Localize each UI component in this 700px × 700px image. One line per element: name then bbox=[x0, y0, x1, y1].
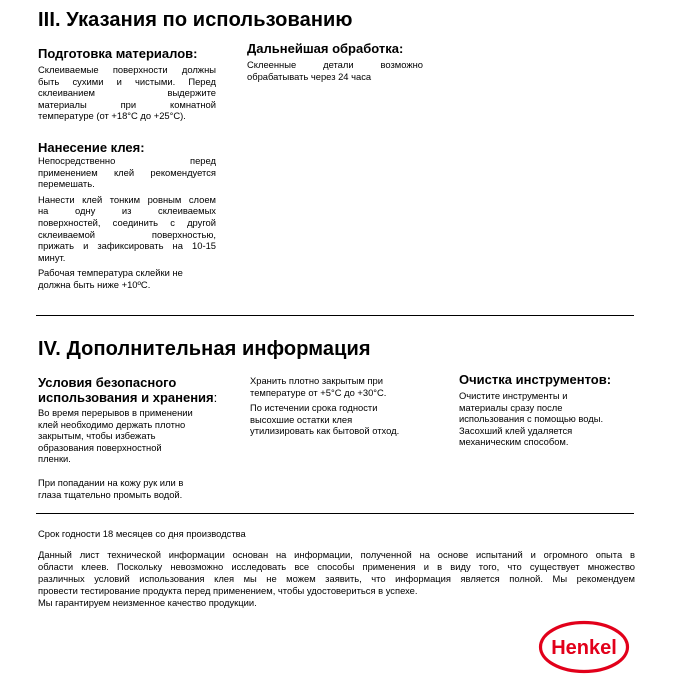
text-line: Очистите инструменты и bbox=[459, 390, 568, 401]
henkel-logo-icon bbox=[538, 620, 630, 674]
text-line: При попадании на кожу рук или в bbox=[38, 476, 184, 488]
text-line: образования поверхностной bbox=[38, 441, 162, 453]
text-line: различных условий использования клея мы не можем заявить, что информация является полной. Мы рекомендуем bbox=[38, 573, 635, 584]
storage-text bbox=[250, 375, 430, 437]
apply-heading: Нанесение клея: bbox=[38, 140, 145, 155]
text-line: Рабочая температура склейки не bbox=[38, 267, 183, 279]
text-line: закрытым, чтобы избежать bbox=[38, 430, 156, 442]
text-line: склеиванием выдержите bbox=[38, 87, 216, 99]
section-divider bbox=[36, 315, 634, 316]
text-line: глаза тщательно промыть водой. bbox=[38, 488, 183, 500]
safety-heading-line2: использования и хранения bbox=[38, 390, 214, 405]
text-line: утилизировать как бытовой отход. bbox=[250, 425, 400, 437]
footer-divider bbox=[36, 513, 634, 514]
text-line: должна быть ниже +10ºC. bbox=[38, 278, 151, 290]
text-line: Засохший клей удаляется bbox=[459, 424, 573, 436]
safety-text bbox=[38, 407, 218, 500]
disclaimer bbox=[38, 549, 635, 609]
text-line: материалы сразу после bbox=[459, 401, 563, 413]
text-line: Нанести клей тонким ровным слоем bbox=[38, 193, 216, 205]
text-line: Хранить плотно закрытым при bbox=[250, 375, 384, 386]
text-line: пленки. bbox=[38, 453, 71, 465]
text-line: По истечении срока годности bbox=[250, 402, 378, 414]
safety-heading-line1: Условия безопасного bbox=[38, 375, 177, 390]
text-line: применением клей рекомендуется bbox=[38, 166, 216, 178]
safety-heading-colon: : bbox=[213, 390, 218, 405]
apply-block bbox=[38, 140, 216, 291]
text-line: температуре от +5°C до +30°C. bbox=[250, 386, 387, 398]
text-line: быть сухими и чистыми. Перед bbox=[38, 75, 216, 87]
henkel-logo bbox=[538, 620, 630, 674]
text-line: склеиваемой поверхностью, bbox=[38, 228, 216, 240]
text-line: Склеенные детали возможно bbox=[247, 59, 423, 70]
further-heading: Дальнейшая обработка: bbox=[247, 41, 404, 56]
text-line: Во время перерывов в применении bbox=[38, 407, 193, 418]
text-line: области клеев. Поскольку невозможно исследовать все способы применения и в виду того, что существует множество bbox=[38, 561, 635, 572]
cleaning-block bbox=[459, 372, 634, 448]
shelf-life: Срок годности 18 месяцев со дня производства bbox=[38, 528, 246, 539]
prep-heading: Подготовка материалов: bbox=[38, 46, 198, 61]
cleaning-heading: Очистка инструментов: bbox=[459, 372, 612, 387]
safety-heading bbox=[38, 375, 218, 405]
cleaning-text bbox=[459, 390, 634, 448]
text-line: на одну из склеиваемых bbox=[38, 205, 216, 217]
text-line: обрабатывать через 24 часа bbox=[247, 70, 372, 82]
text-line: минут. bbox=[38, 251, 66, 263]
text-line: использования с помощью воды. bbox=[459, 413, 604, 425]
text-line: материалы при комнатной bbox=[38, 98, 216, 110]
prep-text bbox=[38, 64, 216, 122]
text-line: клей необходимо держать плотно bbox=[38, 418, 186, 430]
prep-block bbox=[38, 46, 216, 122]
text-line: перемешать. bbox=[38, 178, 95, 190]
text-line: температуре (от +18°C до +25°C). bbox=[38, 110, 186, 122]
text-line: механическим способом. bbox=[459, 436, 569, 448]
text-line: Непосредственно перед bbox=[38, 155, 216, 166]
text-line: Мы гарантируем неизменное качество продукции. bbox=[38, 597, 257, 608]
section-4-title: IV. Дополнительная информация bbox=[38, 338, 371, 360]
safety-block bbox=[38, 375, 218, 500]
text-line: Склеиваемые поверхности должны bbox=[38, 64, 216, 75]
further-text bbox=[247, 59, 423, 82]
text-line: Данный лист технической информации основан на информации, полученной на основе испытаний и огромного опыта в bbox=[38, 549, 635, 560]
section-3-title: III. Указания по использованию bbox=[38, 9, 353, 31]
svg-text:Henkel: Henkel bbox=[551, 637, 617, 659]
apply-text bbox=[38, 155, 216, 291]
further-block bbox=[247, 41, 423, 82]
text-line: прижать и зафиксировать на 10-15 bbox=[38, 240, 216, 252]
text-line: высохшие остатки клея bbox=[250, 413, 353, 425]
text-line: провести тестирование продукта перед применением, чтобы удостовериться в успехе. bbox=[38, 585, 418, 596]
text-line: поверхностей, соединить с другой bbox=[38, 216, 216, 228]
